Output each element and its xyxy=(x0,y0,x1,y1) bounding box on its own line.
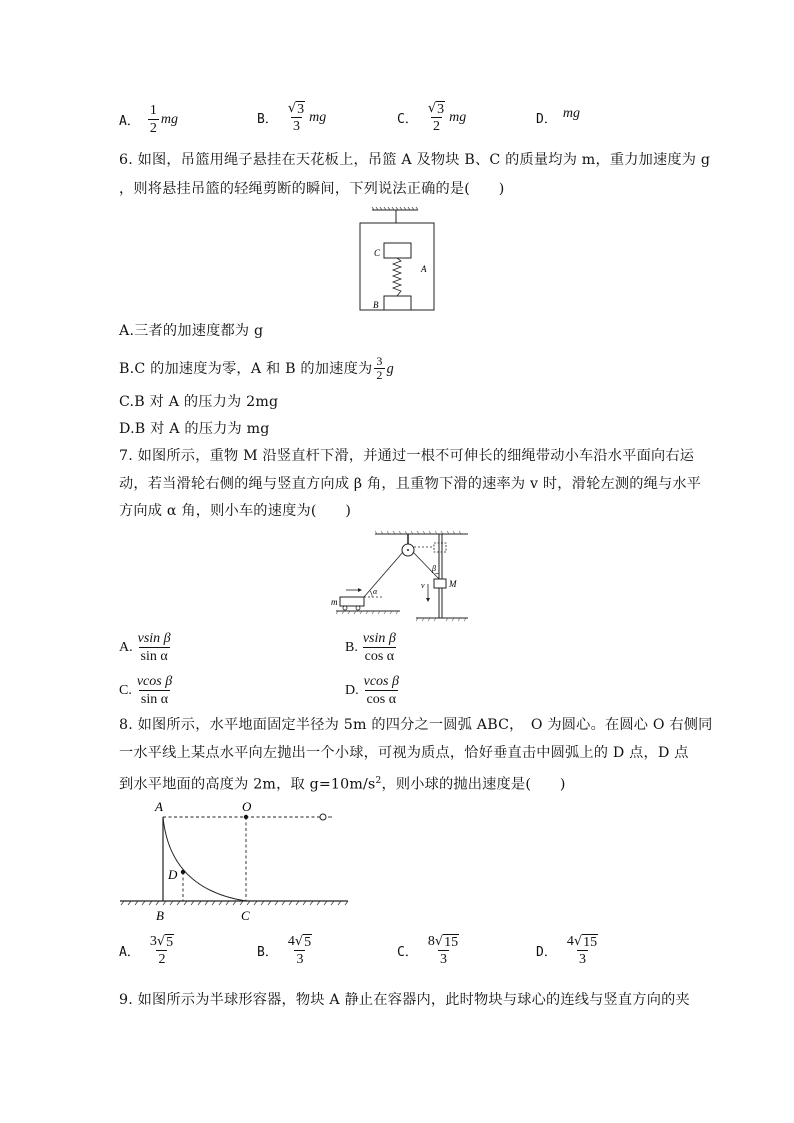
q8-stem-line2: 一水平线上某点水平向左抛出一个小球，可视为质点，恰好垂直击中圆弧上的 D 点，D 点 xyxy=(119,745,689,761)
fraction: $\frac{\text{vcos β}}{\text{cos α}}$ xyxy=(363,674,399,707)
q6-stem-line1: 6. 如图，吊篮用绳子悬挂在天花板上，吊篮 A 及物块 B、C 的质量均为 m，重力加速度为 g xyxy=(119,152,711,168)
q7-option-a[interactable]: A. $\frac{\text{vsin β}}{\text{sin α}}$ xyxy=(119,631,171,664)
q9-stem-line1: 9. 如图所示为半球形容器，物块 A 静止在容器内，此时物块与球心的连线与竖直方向的夹 xyxy=(119,992,690,1008)
q8-stem-line3: 到水平地面的高度为 2m，取 $g=10m/s^2$，则小球的抛出速度是( ) xyxy=(119,776,566,793)
q8-option-c[interactable]: C． 8 √ 15 3 xyxy=(397,933,463,968)
label-M: M xyxy=(449,579,457,589)
q7-stem-line1: 7. 如图所示，重物 M 沿竖直杆下滑，并通过一根不可伸长的细绳带动小车沿水平面向右运 xyxy=(119,448,695,464)
q6-option-a[interactable]: A.三者的加速度都为 g xyxy=(119,323,264,339)
label-v: v xyxy=(421,581,425,590)
q7-option-b[interactable]: B. $\frac{\text{vsin β}}{\text{cos α}}$ xyxy=(345,631,396,664)
sqrt-icon: √ 5 xyxy=(294,934,312,950)
q8-stem-line1: 8. 如图所示，水平地面固定半径为 5m 的四分之一圆弧 ABC， O 为圆心。在圆心 O 右侧同 xyxy=(119,717,713,733)
sqrt-icon: √ 3 xyxy=(287,101,305,117)
q6-option-c[interactable]: C.B 对 A 的压力为 2mg xyxy=(119,394,279,410)
option-label: B． xyxy=(257,112,278,127)
q7-stem-line2: 动，若当滑轮右侧的绳与竖直方向成 β 角，且重物下滑的速率为 v 时，滑轮左测的绳与水平 xyxy=(119,476,702,492)
label-A: A xyxy=(155,799,163,814)
sqrt-icon: √ 15 xyxy=(434,934,459,950)
q7-pulley-figure xyxy=(328,530,478,620)
fraction: 4 √ 15 3 xyxy=(566,934,598,967)
q7-option-c[interactable]: C. $\frac{\text{vcos β}}{\text{sin α}}$ xyxy=(119,674,173,707)
fraction: √ 3 3 xyxy=(287,101,305,134)
label-C: C xyxy=(241,908,250,923)
sqrt-icon: √ 5 xyxy=(156,934,174,950)
fraction: 3 √ 5 2 xyxy=(149,934,174,967)
q5-option-d[interactable] xyxy=(536,105,580,127)
math-suffix: mg xyxy=(309,109,327,125)
label-O: O xyxy=(242,799,252,814)
option-label: C． xyxy=(397,112,418,127)
label-alpha: α xyxy=(373,587,378,596)
q5-option-b[interactable] xyxy=(257,100,326,135)
fraction: √ 3 2 xyxy=(427,101,445,134)
q6-option-b[interactable]: B. C 的加速度为零，A 和 B 的加速度为 $\frac{3}{2}$ g xyxy=(119,354,394,382)
label-a: A xyxy=(421,264,427,274)
label-b: B xyxy=(373,300,379,310)
math-suffix: mg xyxy=(160,111,178,127)
label-B: B xyxy=(156,908,164,923)
option-label: A． xyxy=(119,114,140,129)
fraction: $\frac{\text{vcos β}}{\text{sin α}}$ xyxy=(136,674,173,707)
fraction: $\frac{1}{2}$ xyxy=(149,103,157,136)
q6-stem-line2: ，则将悬挂吊篮的轻绳剪断的瞬间，下列说法正确的是( ) xyxy=(119,181,505,197)
q8-option-b[interactable]: B． 4 √ 5 3 xyxy=(257,933,316,968)
label-c: C xyxy=(374,248,381,258)
q7-stem-line3: 方向成 α 角，则小车的速度为( ) xyxy=(119,503,352,519)
math-suffix: mg xyxy=(449,109,467,125)
sqrt-icon: √ 15 xyxy=(573,934,598,950)
label-beta: β xyxy=(432,564,436,573)
q8-option-a[interactable]: A． 3 √ 5 2 xyxy=(119,933,178,968)
q6-option-d[interactable]: D.B 对 A 的压力为 mg xyxy=(119,421,270,437)
fraction: $\frac{\text{vsin β}}{\text{cos α}}$ xyxy=(362,631,396,664)
sqrt-icon: √ 3 xyxy=(427,101,445,117)
q5-option-c[interactable] xyxy=(397,100,466,135)
q8-option-d[interactable]: D． 4 √ 15 3 xyxy=(536,933,602,968)
q7-option-d[interactable]: D. $\frac{\text{vcos β}}{\text{cos α}}$ xyxy=(345,674,399,707)
fraction: 8 √ 15 3 xyxy=(427,934,459,967)
q6-basket-figure xyxy=(355,205,445,315)
label-D: D xyxy=(168,867,178,882)
label-m: m xyxy=(331,597,338,607)
q5-option-a[interactable] xyxy=(119,102,178,137)
fraction: 4 √ 5 3 xyxy=(287,934,312,967)
q8-arc-figure xyxy=(118,797,353,925)
option-label: D． xyxy=(536,112,557,127)
fraction: $\frac{\text{vsin β}}{\text{sin α}}$ xyxy=(137,631,171,664)
math-suffix: mg xyxy=(562,105,580,121)
fraction: $\frac{3}{2}$ xyxy=(376,354,383,382)
